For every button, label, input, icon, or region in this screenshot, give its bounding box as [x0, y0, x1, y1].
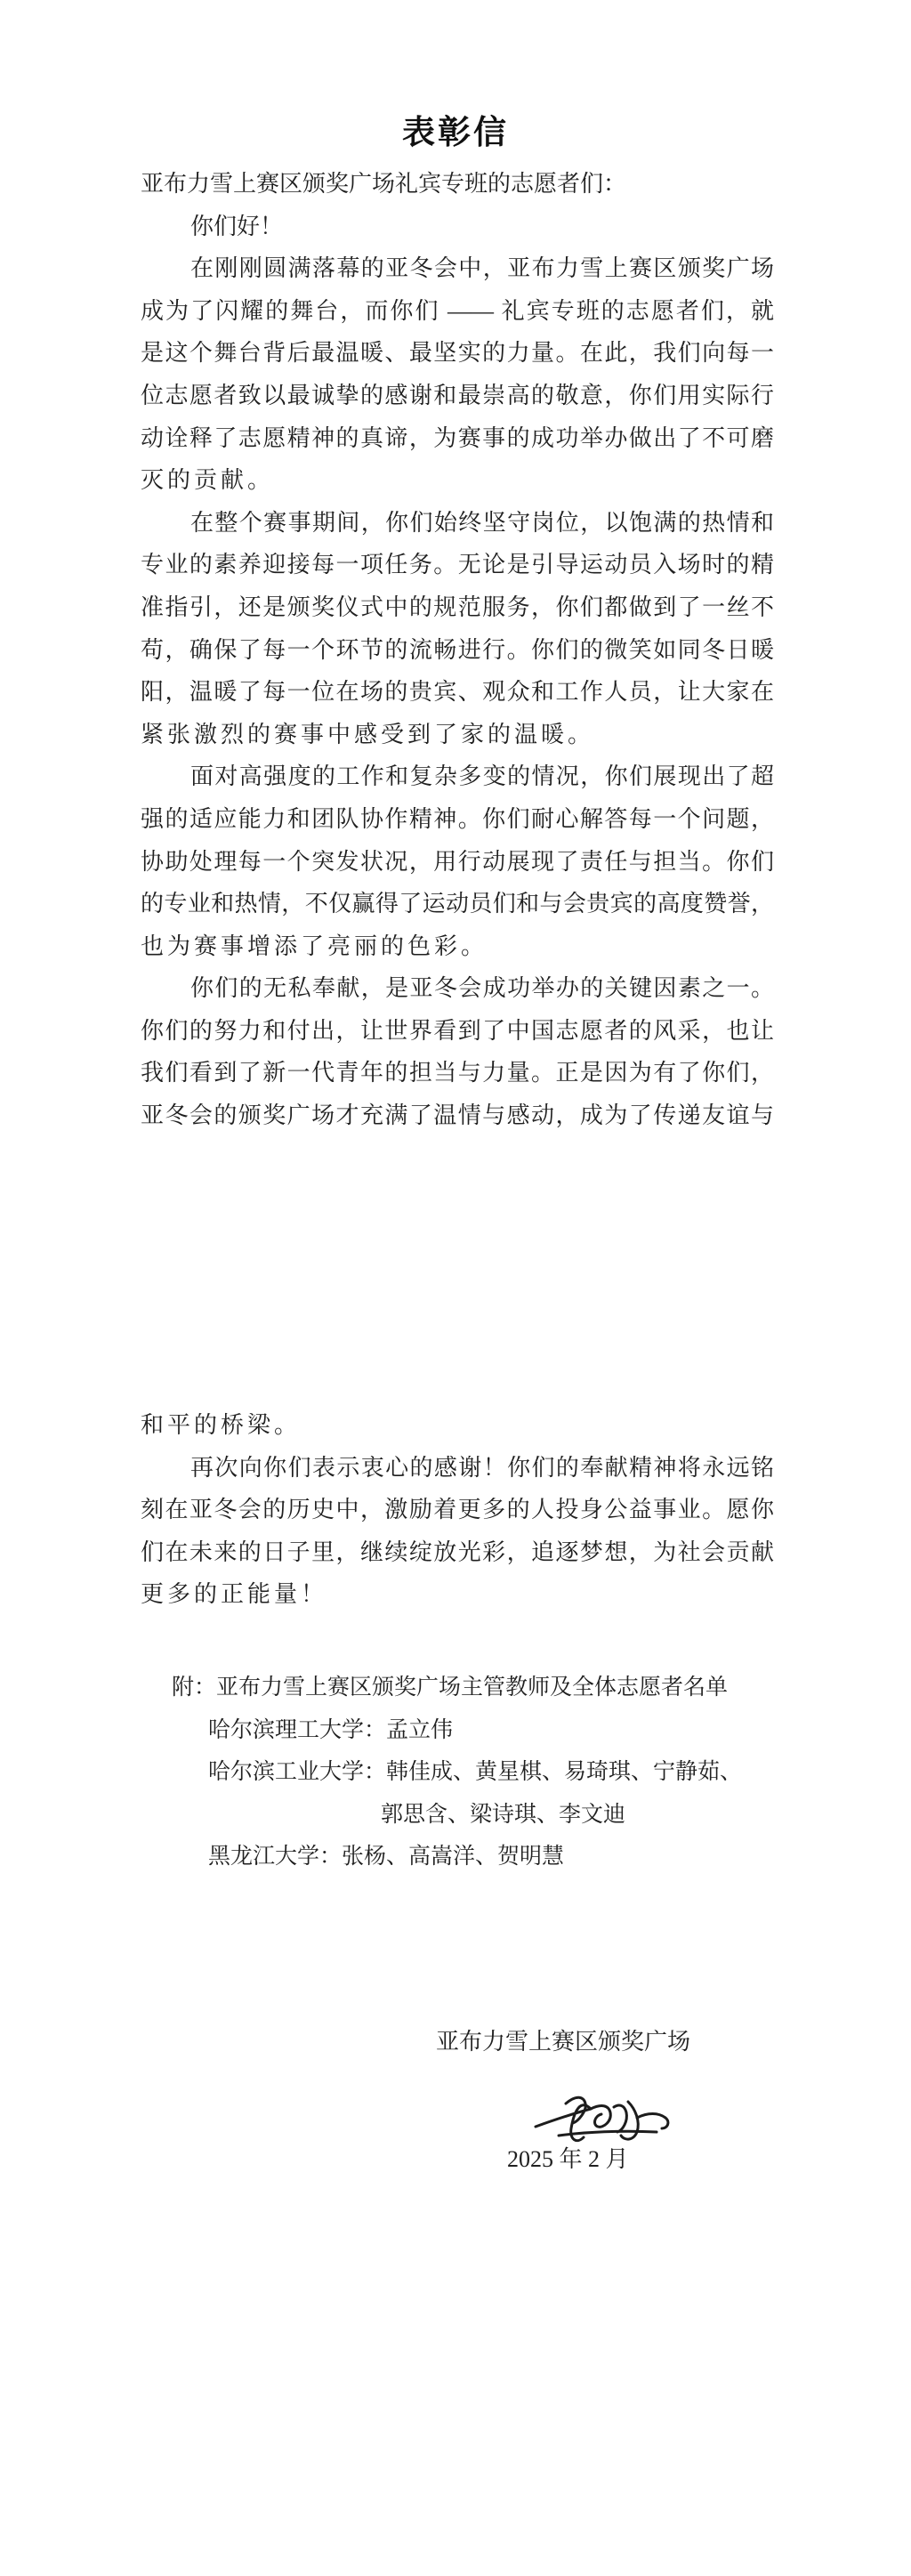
body-line: 和平的桥梁。	[141, 1412, 302, 1438]
attachment-list	[0, 1667, 911, 1878]
body-line: 灭的贡献。	[141, 467, 275, 494]
body-line: 协助处理每一个突发状况，用行动展现了责任与担当。你们	[141, 848, 774, 875]
closing-organization: 亚布力雪上赛区颁奖广场	[436, 2029, 691, 2055]
letter-body-page1	[141, 163, 774, 1137]
body-line: 位志愿者致以最诚挚的感谢和最崇高的敬意，你们用实际行	[141, 382, 774, 408]
body-line: 在刚刚圆满落幕的亚冬会中，亚布力雪上赛区颁奖广场	[190, 255, 774, 282]
attachment-line: 黑龙江大学：张杨、高嵩洋、贺明慧	[208, 1845, 565, 1869]
greeting-line: 你们好！	[190, 213, 284, 239]
body-line: 苟，确保了每一个环节的流畅进行。你们的微笑如同冬日暖	[141, 636, 774, 663]
letter-body-page2	[141, 1404, 774, 1616]
salutation-line: 亚布力雪上赛区颁奖广场礼宾专班的志愿者们：	[141, 171, 627, 197]
attachment-line: 哈尔滨工业大学：韩佳成、黄星棋、易琦琪、宁静茹、	[208, 1760, 743, 1785]
body-line: 更多的正能量！	[141, 1581, 328, 1608]
body-line: 你们的努力和付出，让世界看到了中国志愿者的风采，也让	[141, 1017, 774, 1044]
body-line: 也为赛事增添了亮丽的色彩。	[141, 933, 488, 959]
body-line: 面对高强度的工作和复杂多变的情况，你们展现出了超	[190, 763, 774, 790]
body-line: 准指引，还是颁奖仪式中的规范服务，你们都做到了一丝不	[141, 594, 774, 620]
body-line: 紧张激烈的赛事中感受到了家的温暖。	[141, 721, 595, 747]
attachment-title-line: 附：亚布力雪上赛区颁奖广场主管教师及全体志愿者名单	[172, 1676, 729, 1700]
closing-date: 2025 年 2 月	[507, 2146, 629, 2172]
attachment-line: 郭思含、梁诗琪、李文迪	[381, 1802, 626, 1827]
body-line: 动诠释了志愿精神的真谛，为赛事的成功举办做出了不可磨	[141, 424, 774, 451]
body-line: 亚冬会的颁奖广场才充满了温情与感动，成为了传递友谊与	[141, 1102, 774, 1129]
body-line: 成为了闪耀的舞台，而你们 —— 礼宾专班的志愿者们，就	[141, 297, 774, 324]
attachment-line: 哈尔滨理工大学：孟立伟	[208, 1717, 454, 1742]
body-line: 们在未来的日子里，继续绽放光彩，追逐梦想，为社会贡献	[141, 1538, 774, 1565]
body-line: 我们看到了新一代青年的担当与力量。正是因为有了你们，	[141, 1060, 774, 1086]
body-line: 你们的无私奉献，是亚冬会成功举办的关键因素之一。	[190, 975, 774, 1002]
body-line: 专业的素养迎接每一项任务。无论是引导运动员入场时的精	[141, 552, 774, 578]
body-line: 刻在亚冬会的历史中，激励着更多的人投身公益事业。愿你	[141, 1497, 774, 1523]
body-line: 是这个舞台背后最温暖、最坚实的力量。在此，我们向每一	[141, 340, 774, 367]
body-line: 的专业和热情，不仅赢得了运动员们和与会贵宾的高度赞誉，	[141, 891, 774, 917]
page-title: 表彰信	[402, 115, 509, 151]
body-line: 强的适应能力和团队协作精神。你们耐心解答每一个问题，	[141, 805, 774, 832]
body-line: 阳，温暖了每一位在场的贵宾、观众和工作人员，让大家在	[141, 679, 774, 706]
body-line: 再次向你们表示衷心的感谢！你们的奉献精神将永远铭	[190, 1454, 774, 1481]
body-line: 在整个赛事期间，你们始终坚守岗位，以饱满的热情和	[190, 509, 774, 536]
